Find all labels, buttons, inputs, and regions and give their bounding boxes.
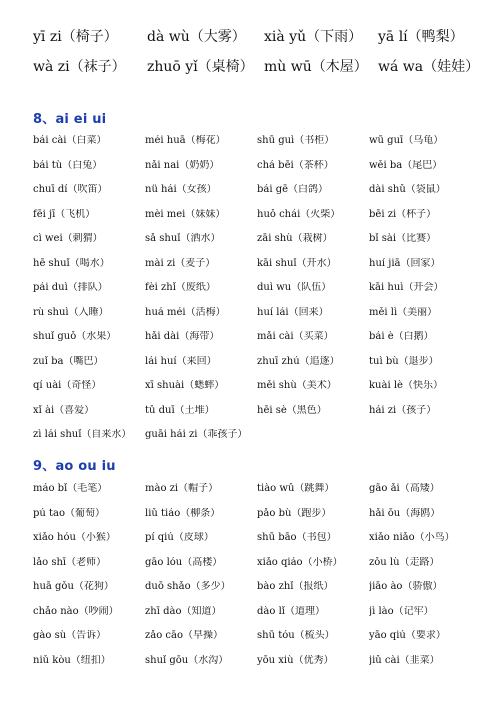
word-entry: shū tóu（梳头）	[257, 630, 335, 642]
word-row	[33, 252, 493, 277]
word-entry: xǐ ài（喜爱）	[33, 404, 95, 416]
word-entry: yā lí（鸭梨）	[378, 29, 464, 45]
word-row	[33, 551, 493, 576]
word-entry: zǒu lù（走路）	[369, 556, 440, 568]
word-entry: chǎo nào（吵闹）	[33, 605, 119, 617]
word-row	[33, 154, 493, 179]
word-entry: chá bēi（茶杯）	[257, 159, 334, 171]
word-row	[33, 575, 493, 600]
section-heading-ai-ei-ui: 8、ai ei ui	[33, 112, 107, 127]
word-entry: nǚ hái（女孩）	[145, 184, 217, 196]
word-entry: sǎ shuǐ（洒水）	[145, 233, 221, 245]
word-row	[33, 129, 493, 154]
intro-row	[33, 28, 493, 46]
word-entry: bēi zi（杯子）	[369, 208, 437, 220]
word-entry: zhuō yǐ（桌椅）	[147, 59, 254, 75]
word-entry: pái duì（排队）	[33, 282, 108, 294]
word-entry: jiāo ào（骄傲）	[369, 581, 443, 593]
word-entry: zì lái shuǐ（自来水）	[33, 429, 132, 441]
word-entry: xī shuài（蟋蟀）	[145, 380, 225, 392]
word-entry: wá wa（娃娃）	[378, 59, 480, 75]
word-row	[33, 399, 493, 424]
word-entry: pú tao（葡萄）	[33, 507, 106, 519]
section-word-grid-ao-ou-iu	[33, 477, 493, 673]
word-row	[33, 374, 493, 399]
word-entry: tuì bù（退步）	[369, 355, 439, 367]
word-entry: méi huā（梅花）	[145, 135, 226, 147]
word-entry: hē shuǐ（喝水）	[33, 257, 110, 269]
word-entry: jì lào（记牢）	[369, 605, 434, 617]
word-entry: xiǎo qiáo（小桥）	[257, 556, 343, 568]
word-row	[33, 227, 493, 252]
word-row	[33, 178, 493, 203]
word-entry: mèi mei（妹妹）	[145, 208, 226, 220]
word-entry: fèi zhǐ（废纸）	[145, 282, 216, 294]
word-entry: hǎi dài（海带）	[145, 331, 220, 343]
word-entry: guāi hái zi（乖孩子）	[145, 429, 248, 441]
word-entry: chuī dí（吹笛）	[33, 184, 108, 196]
word-entry: bái gē（白鸽）	[257, 184, 329, 196]
word-row	[33, 325, 493, 350]
word-entry: gào sù（告诉）	[33, 630, 107, 642]
word-row	[33, 423, 493, 448]
word-entry: shuǐ guǒ（水果）	[33, 331, 117, 343]
word-entry: wū guī（乌龟）	[369, 135, 444, 147]
word-row	[33, 624, 493, 649]
word-entry: tǔ duī（土堆）	[145, 404, 215, 416]
word-entry: cì wei（刺猬）	[33, 233, 103, 245]
word-entry: huí jiā（回家）	[369, 257, 441, 269]
word-row	[33, 203, 493, 228]
word-entry: huǒ chái（火柴）	[257, 208, 341, 220]
word-entry: shū bāo（书包）	[257, 532, 337, 544]
word-row	[33, 649, 493, 674]
word-row	[33, 600, 493, 625]
section-word-grid-ai-ei-ui	[33, 129, 493, 448]
word-entry: kuài lè（快乐）	[369, 380, 443, 392]
word-row	[33, 502, 493, 527]
word-entry: liǔ tiáo（柳条）	[145, 507, 221, 519]
word-entry: huā gǒu（花狗）	[33, 581, 114, 593]
word-entry: tiào wǔ（跳舞）	[257, 483, 335, 495]
word-entry: zhī dào（知道）	[145, 605, 222, 617]
word-entry: wěi ba（尾巴）	[369, 159, 443, 171]
word-entry: bái è（白鹅）	[369, 331, 434, 343]
word-entry: dà wù（大雾）	[147, 29, 246, 45]
word-entry: zuǐ ba（嘴巴）	[33, 355, 104, 367]
section-heading-ao-ou-iu: 9、ao ou iu	[33, 459, 116, 474]
word-entry: yōu xiù（优秀）	[257, 654, 334, 666]
word-entry: xià yǔ（下雨）	[264, 29, 363, 45]
word-entry: hái zi（孩子）	[369, 404, 437, 416]
word-entry: yāo qiú（要求）	[369, 630, 446, 642]
word-entry: gāo ǎi（高矮）	[369, 483, 440, 495]
word-entry: yī zi（椅子）	[33, 29, 118, 45]
word-row	[33, 276, 493, 301]
word-entry: duì wu（队伍）	[257, 282, 332, 294]
word-entry: nǎi nai（奶奶）	[145, 159, 220, 171]
word-entry: mù wū（木屋）	[264, 59, 368, 75]
word-entry: pí qiú（皮球）	[145, 532, 214, 544]
word-entry: měi lì（美丽）	[369, 306, 438, 318]
word-entry: hǎi ōu（海鸥）	[369, 507, 441, 519]
word-entry: fēi jī（飞机）	[33, 208, 96, 220]
word-entry: mǎi cài（买菜）	[257, 331, 334, 343]
word-entry: gāo lóu（高楼）	[145, 556, 223, 568]
word-entry: jiǔ cài（韭菜）	[369, 654, 440, 666]
word-row	[33, 477, 493, 502]
intro-word-grid	[33, 28, 493, 76]
word-entry: niǔ kòu（纽扣）	[33, 654, 111, 666]
word-entry: lǎo shī（老师）	[33, 556, 107, 568]
word-entry: xiǎo hóu（小猴）	[33, 532, 116, 544]
word-entry: duō shǎo（多少）	[145, 581, 231, 593]
word-entry: dào lǐ（道理）	[257, 605, 325, 617]
word-entry: měi shù（美术）	[257, 380, 337, 392]
word-row	[33, 301, 493, 326]
word-entry: pǎo bù（跑步）	[257, 507, 332, 519]
word-entry: bái cài（白菜）	[33, 135, 107, 147]
word-row	[33, 350, 493, 375]
word-row	[33, 526, 493, 551]
word-entry: huí lái（回来）	[257, 306, 329, 318]
word-entry: bào zhǐ（报纸）	[257, 581, 334, 593]
word-entry: qí uài（奇怪）	[33, 380, 102, 392]
word-entry: bái tù（白兔）	[33, 159, 103, 171]
word-entry: shū guì（书柜）	[257, 135, 335, 147]
word-entry: xiǎo niǎo（小鸟）	[369, 532, 455, 544]
word-entry: rù shuì（入睡）	[33, 306, 109, 318]
word-entry: huá méi（活梅）	[145, 306, 226, 318]
word-entry: kāi shuǐ（开水）	[257, 257, 337, 269]
word-entry: dài shǔ（袋鼠）	[369, 184, 446, 196]
word-entry: zǎo cāo（早操）	[145, 630, 224, 642]
word-entry: mào zi（帽子）	[145, 483, 219, 495]
word-entry: shuǐ gōu（水沟）	[145, 654, 229, 666]
word-entry: bǐ sài（比赛）	[369, 233, 437, 245]
intro-row	[33, 58, 493, 76]
word-entry: lái huí（来回）	[145, 355, 217, 367]
word-entry: zhuī zhú（追逐）	[257, 355, 340, 367]
word-entry: mài zi（麦子）	[145, 257, 216, 269]
word-entry: hēi sè（黑色）	[257, 404, 327, 416]
word-entry: zāi shù（栽树）	[257, 233, 333, 245]
word-entry: máo bǐ（毛笔）	[33, 483, 108, 495]
word-entry: wà zi（袜子）	[33, 59, 126, 75]
word-entry: kāi huì（开会）	[369, 282, 444, 294]
